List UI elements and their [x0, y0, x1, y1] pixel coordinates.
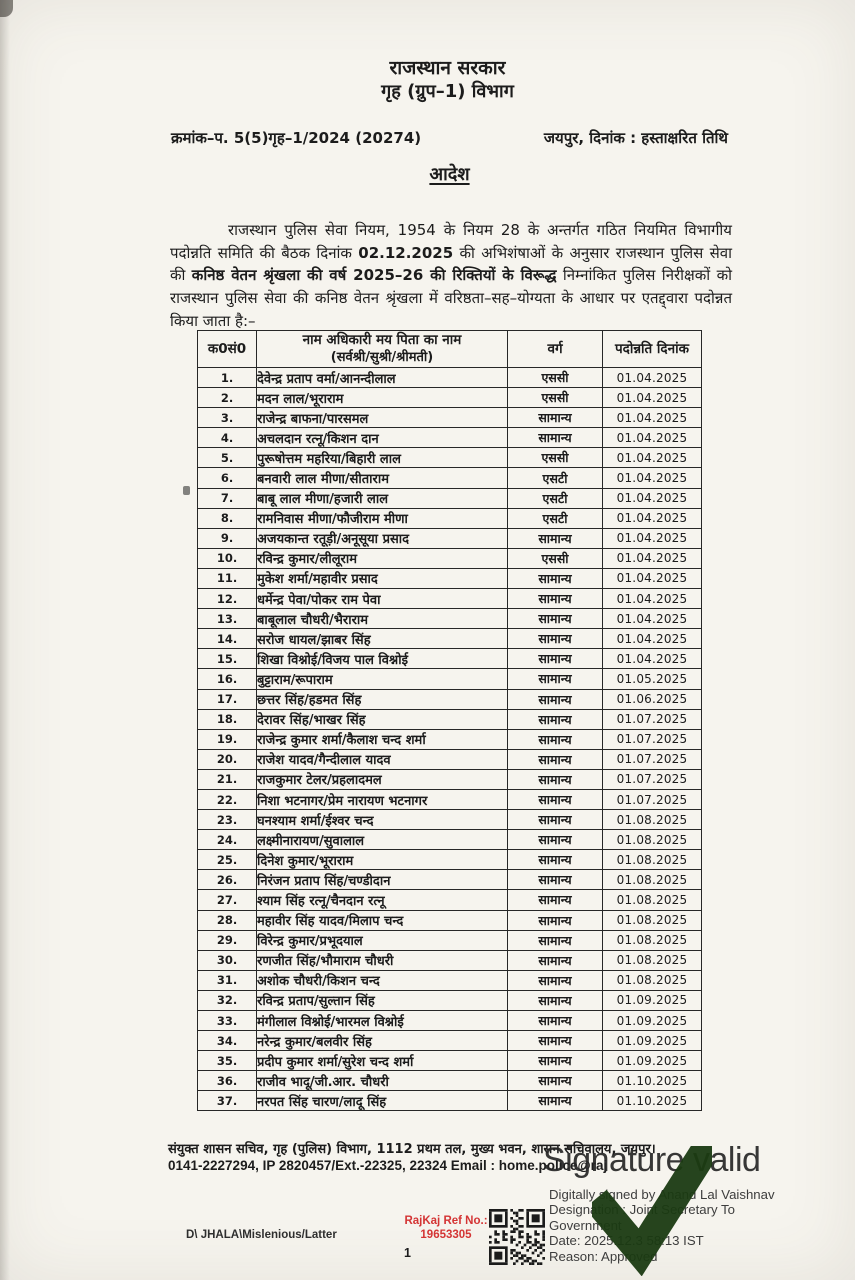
reference-line — [171, 128, 728, 148]
cell-promotion-date: 01.04.2025 — [603, 528, 702, 548]
cell-serial-no: 26. — [198, 870, 257, 890]
cell-category: सामान्य — [508, 1071, 603, 1091]
cell-category: सामान्य — [508, 709, 603, 729]
signature-designation-cont: Government — [549, 1217, 622, 1233]
cell-category: सामान्य — [508, 669, 603, 689]
cell-officer-name: मदन लाल/भूराराम — [257, 388, 508, 408]
table-row — [198, 850, 702, 870]
cell-officer-name: धर्मेन्द्र पेवा/पोकर राम पेवा — [257, 589, 508, 609]
cell-serial-no: 25. — [198, 850, 257, 870]
table-row — [198, 428, 702, 448]
cell-serial-no: 11. — [198, 568, 257, 588]
cell-category: सामान्य — [508, 970, 603, 990]
cell-category: सामान्य — [508, 649, 603, 669]
table-row — [198, 548, 702, 568]
cell-serial-no: 20. — [198, 749, 257, 769]
cell-officer-name: दिनेश कुमार/भूराराम — [257, 850, 508, 870]
cell-officer-name: मंगीलाल विश्नोई/भारमल विश्नोई — [257, 1011, 508, 1031]
cell-serial-no: 8. — [198, 508, 257, 528]
cell-officer-name: अशोक चौधरी/किशन चन्द — [257, 970, 508, 990]
cell-category: एससी — [508, 448, 603, 468]
place-and-date: जयपुर, दिनांक : हस्ताक्षरित तिथि — [543, 129, 728, 147]
cell-officer-name: राजेन्द्र बाफना/पारसमल — [257, 408, 508, 428]
table-row — [198, 368, 702, 388]
table-row — [198, 950, 702, 970]
table-row — [198, 1071, 702, 1091]
cell-promotion-date: 01.04.2025 — [603, 649, 702, 669]
cell-officer-name: बाबू लाल मीणा/हजारी लाल — [257, 488, 508, 508]
table-row — [198, 508, 702, 528]
table-row — [198, 649, 702, 669]
cell-category: एसटी — [508, 468, 603, 488]
cell-category: सामान्य — [508, 830, 603, 850]
cell-serial-no: 21. — [198, 769, 257, 789]
table-row — [198, 890, 702, 910]
table-row — [198, 568, 702, 588]
qr-code — [489, 1209, 545, 1265]
intro-segment: राजस्थान पुलिस सेवा नियम, 1954 के नियम 28 के अन्तर्गत गठित नियमित विभागीय पदोन्नति समिति की बैठक दिनांक — [170, 221, 732, 262]
page-number: 1 — [404, 1246, 411, 1260]
cell-category: सामान्य — [508, 990, 603, 1010]
cell-officer-name: रणजीत सिंह/भौमाराम चौधरी — [257, 950, 508, 970]
cell-serial-no: 37. — [198, 1091, 257, 1111]
cell-promotion-date: 01.04.2025 — [603, 548, 702, 568]
table-row — [198, 589, 702, 609]
cell-category: एसटी — [508, 508, 603, 528]
checkmark-stroke — [605, 1155, 702, 1252]
cell-serial-no: 18. — [198, 709, 257, 729]
cell-promotion-date: 01.04.2025 — [603, 568, 702, 588]
cell-serial-no: 19. — [198, 729, 257, 749]
cell-promotion-date: 01.04.2025 — [603, 629, 702, 649]
cell-promotion-date: 01.04.2025 — [603, 488, 702, 508]
cell-serial-no: 5. — [198, 448, 257, 468]
cell-promotion-date: 01.04.2025 — [603, 589, 702, 609]
table-row — [198, 830, 702, 850]
cell-promotion-date: 01.08.2025 — [603, 930, 702, 950]
cell-promotion-date: 01.04.2025 — [603, 468, 702, 488]
cell-officer-name: छत्तर सिंह/हडमत सिंह — [257, 689, 508, 709]
cell-promotion-date: 01.09.2025 — [603, 1011, 702, 1031]
table-header-row — [198, 331, 702, 368]
cell-officer-name: शिखा विश्नोई/विजय पाल विश्नोई — [257, 649, 508, 669]
cell-serial-no: 10. — [198, 548, 257, 568]
cell-promotion-date: 01.08.2025 — [603, 970, 702, 990]
cell-serial-no: 32. — [198, 990, 257, 1010]
office-address: संयुक्त शासन सचिव, गृह (पुलिस) विभाग, 1112 प्रथम तल, मुख्य भवन, शासन सचिवालय, जयपुर। — [168, 1142, 656, 1157]
cell-officer-name: देरावर सिंह/भाखर सिंह — [257, 709, 508, 729]
cell-promotion-date: 01.04.2025 — [603, 508, 702, 528]
cell-promotion-date: 01.08.2025 — [603, 910, 702, 930]
cell-officer-name: घनश्याम शर्मा/ईश्वर चन्द — [257, 810, 508, 830]
rajkaj-reference — [396, 1215, 496, 1242]
cell-category: सामान्य — [508, 629, 603, 649]
cell-serial-no: 12. — [198, 589, 257, 609]
cell-promotion-date: 01.08.2025 — [603, 850, 702, 870]
cell-officer-name: प्रदीप कुमार शर्मा/सुरेश चन्द शर्मा — [257, 1051, 508, 1071]
table-row — [198, 1091, 702, 1111]
cell-officer-name: लक्ष्मीनारायण/सुवालाल — [257, 830, 508, 850]
cell-serial-no: 4. — [198, 428, 257, 448]
cell-serial-no: 7. — [198, 488, 257, 508]
table-row — [198, 669, 702, 689]
intro-segment-bold: 02.12.2025 — [358, 243, 454, 262]
cell-category: सामान्य — [508, 810, 603, 830]
cell-officer-name: देवेन्द्र प्रताप वर्मा/आनन्दीलाल — [257, 368, 508, 388]
cell-category: एससी — [508, 388, 603, 408]
cell-officer-name: निशा भटनागर/प्रेम नारायण भटनागर — [257, 789, 508, 809]
table-header — [198, 331, 702, 368]
table-row — [198, 528, 702, 548]
table-row — [198, 488, 702, 508]
cell-promotion-date: 01.05.2025 — [603, 669, 702, 689]
cell-promotion-date: 01.10.2025 — [603, 1071, 702, 1091]
cell-promotion-date: 01.09.2025 — [603, 990, 702, 1010]
cell-officer-name: पुरूषोत्तम महरिया/बिहारी लाल — [257, 448, 508, 468]
intro-segment-bold: कनिष्ठ वेतन श्रृंखला की वर्ष 2025–26 की रिक्तियों के विरूद्ध — [191, 266, 557, 285]
cell-serial-no: 3. — [198, 408, 257, 428]
table-row — [198, 448, 702, 468]
signature-signed-by: Digitally signed by Anand Lal Vaishnav — [549, 1187, 775, 1202]
cell-serial-no: 17. — [198, 689, 257, 709]
cell-category: सामान्य — [508, 749, 603, 769]
cell-serial-no: 2. — [198, 388, 257, 408]
promotion-table — [197, 330, 702, 1111]
cell-serial-no: 34. — [198, 1031, 257, 1051]
table-row — [198, 609, 702, 629]
table-row — [198, 930, 702, 950]
cell-category: सामान्य — [508, 930, 603, 950]
cell-serial-no: 33. — [198, 1011, 257, 1031]
table-row — [198, 769, 702, 789]
cell-category: सामान्य — [508, 408, 603, 428]
cell-category: सामान्य — [508, 769, 603, 789]
reference-number: क्रमांक–प. 5(5)गृह–1/2024 (20274) — [171, 129, 422, 147]
cell-category: सामान्य — [508, 870, 603, 890]
table-body — [198, 368, 702, 1111]
cell-officer-name: निरंजन प्रताप सिंह/चण्डीदान — [257, 870, 508, 890]
cell-serial-no: 22. — [198, 789, 257, 809]
cell-promotion-date: 01.08.2025 — [603, 810, 702, 830]
header-officer-name-main: नाम अधिकारी मय पिता का नाम — [302, 332, 462, 348]
header-category: वर्ग — [508, 331, 603, 368]
cell-officer-name: रविन्द्र प्रताप/सुल्तान सिंह — [257, 990, 508, 1010]
rajkaj-number: 19653305 — [420, 1228, 472, 1241]
checkmark-icon — [592, 1146, 712, 1276]
table-row — [198, 689, 702, 709]
cell-serial-no: 28. — [198, 910, 257, 930]
intro-paragraph — [170, 219, 732, 333]
cell-serial-no: 16. — [198, 669, 257, 689]
cell-category: सामान्य — [508, 689, 603, 709]
cell-officer-name: बाबूलाल चौधरी/भैराराम — [257, 609, 508, 629]
intro-segment: की अभिशंषाओं के अनुसार राजस्थान पुलिस सेवा की — [170, 243, 732, 285]
cell-category: सामान्य — [508, 789, 603, 809]
header-officer-name-sub: (सर्वश्री/सुश्री/श्रीमती) — [330, 350, 434, 365]
cell-promotion-date: 01.04.2025 — [603, 368, 702, 388]
table-row — [198, 990, 702, 1010]
cell-category: एससी — [508, 548, 603, 568]
signature-designation: Designation : Joint Secretary To — [549, 1202, 735, 1218]
cell-promotion-date: 01.04.2025 — [603, 609, 702, 629]
cell-officer-name: राजकुमार टेलर/प्रहलादमल — [257, 769, 508, 789]
cell-category: सामान्य — [508, 850, 603, 870]
table-row — [198, 970, 702, 990]
order-heading: आदेश — [429, 164, 470, 185]
government-title: राजस्थान सरकार — [389, 57, 506, 79]
cell-promotion-date: 01.07.2025 — [603, 769, 702, 789]
table-row — [198, 729, 702, 749]
cell-officer-name: अजयकान्त रतूड़ी/अनूसूया प्रसाद — [257, 528, 508, 548]
table-row — [198, 749, 702, 769]
department-title: गृह (ग्रुप–1) विभाग — [381, 81, 514, 102]
table-row — [198, 870, 702, 890]
cell-serial-no: 13. — [198, 609, 257, 629]
cell-category: एसटी — [508, 488, 603, 508]
cell-serial-no: 14. — [198, 629, 257, 649]
cell-officer-name: नरपत सिंह चारण/लादू सिंह — [257, 1091, 508, 1111]
cell-officer-name: बनवारी लाल मीणा/सीताराम — [257, 468, 508, 488]
header-officer-name — [257, 331, 508, 368]
cell-officer-name: नरेन्द्र कुमार/बलवीर सिंह — [257, 1031, 508, 1051]
cell-category: सामान्य — [508, 729, 603, 749]
cell-officer-name: विरेन्द्र कुमार/प्रभूदयाल — [257, 930, 508, 950]
cell-promotion-date: 01.04.2025 — [603, 448, 702, 468]
cell-promotion-date: 01.04.2025 — [603, 388, 702, 408]
signature-valid-text: Signature valid — [543, 1141, 761, 1179]
cell-officer-name: अचलदान रत्नू/किशन दान — [257, 428, 508, 448]
cell-promotion-date: 01.07.2025 — [603, 789, 702, 809]
cell-promotion-date: 01.09.2025 — [603, 1031, 702, 1051]
cell-promotion-date: 01.07.2025 — [603, 709, 702, 729]
signature-reason: Reason: Approved — [549, 1248, 658, 1264]
cell-promotion-date: 01.08.2025 — [603, 950, 702, 970]
scan-artifact — [183, 486, 190, 495]
cell-officer-name: रामनिवास मीणा/फौजीराम मीणा — [257, 508, 508, 528]
cell-serial-no: 9. — [198, 528, 257, 548]
table-row — [198, 1051, 702, 1071]
table-row — [198, 388, 702, 408]
qr-code-svg — [489, 1209, 545, 1265]
cell-serial-no: 29. — [198, 930, 257, 950]
cell-serial-no: 35. — [198, 1051, 257, 1071]
cell-category: सामान्य — [508, 568, 603, 588]
table-row — [198, 408, 702, 428]
cell-officer-name: महावीर सिंह यादव/मिलाप चन्द — [257, 910, 508, 930]
header-serial-no: क0सं0 — [198, 331, 257, 368]
cell-serial-no: 27. — [198, 890, 257, 910]
cell-promotion-date: 01.08.2025 — [603, 890, 702, 910]
office-contact: 0141-2227294, IP 2820457/Ext.-22325, 22324 Email : home.police@raj — [168, 1158, 608, 1173]
cell-category: सामान्य — [508, 890, 603, 910]
document-header — [20, 57, 855, 103]
cell-category: सामान्य — [508, 950, 603, 970]
cell-promotion-date: 01.10.2025 — [603, 1091, 702, 1111]
cell-promotion-date: 01.07.2025 — [603, 749, 702, 769]
cell-promotion-date: 01.04.2025 — [603, 408, 702, 428]
cell-officer-name: सरोज धायल/झाबर सिंह — [257, 629, 508, 649]
cell-serial-no: 1. — [198, 368, 257, 388]
file-path-note: D\ JHALA\Mislenious/Latter — [186, 1229, 337, 1241]
table-row — [198, 468, 702, 488]
table-row — [198, 1031, 702, 1051]
table-row — [198, 910, 702, 930]
cell-serial-no: 15. — [198, 649, 257, 669]
cell-officer-name: राजेश यादव/गैन्दीलाल यादव — [257, 749, 508, 769]
intro-segment: निम्नांकित पुलिस निरीक्षकों को राजस्थान पुलिस सेवा की कनिष्ठ वेतन श्रृंखला में वरिष्ठता–सह–योग्यता के आधार पर एतद्द्वारा पदोन्नत किया जाता है:– — [170, 266, 732, 330]
rajkaj-label: RajKaj Ref No.: — [404, 1215, 488, 1227]
cell-promotion-date: 01.08.2025 — [603, 870, 702, 890]
cell-officer-name: श्याम सिंह रत्नू/चैनदान रत्नू — [257, 890, 508, 910]
cell-promotion-date: 01.06.2025 — [603, 689, 702, 709]
cell-category: सामान्य — [508, 1031, 603, 1051]
cell-officer-name: राजेन्द्र कुमार शर्मा/कैलाश चन्द शर्मा — [257, 729, 508, 749]
header-promotion-date: पदोन्नति दिनांक — [603, 331, 702, 368]
cell-category: सामान्य — [508, 910, 603, 930]
cell-promotion-date: 01.09.2025 — [603, 1051, 702, 1071]
cell-serial-no: 30. — [198, 950, 257, 970]
cell-serial-no: 23. — [198, 810, 257, 830]
table-row — [198, 709, 702, 729]
cell-category: सामान्य — [508, 528, 603, 548]
cell-officer-name: मुकेश शर्मा/महावीर प्रसाद — [257, 568, 508, 588]
cell-promotion-date: 01.07.2025 — [603, 729, 702, 749]
cell-officer-name: राजीव भादू/जी.आर. चौधरी — [257, 1071, 508, 1091]
cell-category: एससी — [508, 368, 603, 388]
cell-category: सामान्य — [508, 1051, 603, 1071]
table-row — [198, 789, 702, 809]
cell-category: सामान्य — [508, 609, 603, 629]
scan-shadow-left — [0, 0, 10, 1280]
table-row — [198, 810, 702, 830]
cell-serial-no: 24. — [198, 830, 257, 850]
cell-serial-no: 6. — [198, 468, 257, 488]
cell-serial-no: 36. — [198, 1071, 257, 1091]
cell-category: सामान्य — [508, 428, 603, 448]
cell-officer-name: रविन्द्र कुमार/लीलूराम — [257, 548, 508, 568]
scan-corner-spot — [0, 0, 13, 17]
cell-category: सामान्य — [508, 589, 603, 609]
cell-category: सामान्य — [508, 1091, 603, 1111]
cell-serial-no: 31. — [198, 970, 257, 990]
table-row — [198, 1011, 702, 1031]
table-row — [198, 629, 702, 649]
signature-date: Date: 2025.12.3 58:13 IST — [549, 1233, 704, 1249]
cell-category: सामान्य — [508, 1011, 603, 1031]
cell-officer-name: बुट्टाराम/रूपाराम — [257, 669, 508, 689]
cell-promotion-date: 01.08.2025 — [603, 830, 702, 850]
cell-promotion-date: 01.04.2025 — [603, 428, 702, 448]
